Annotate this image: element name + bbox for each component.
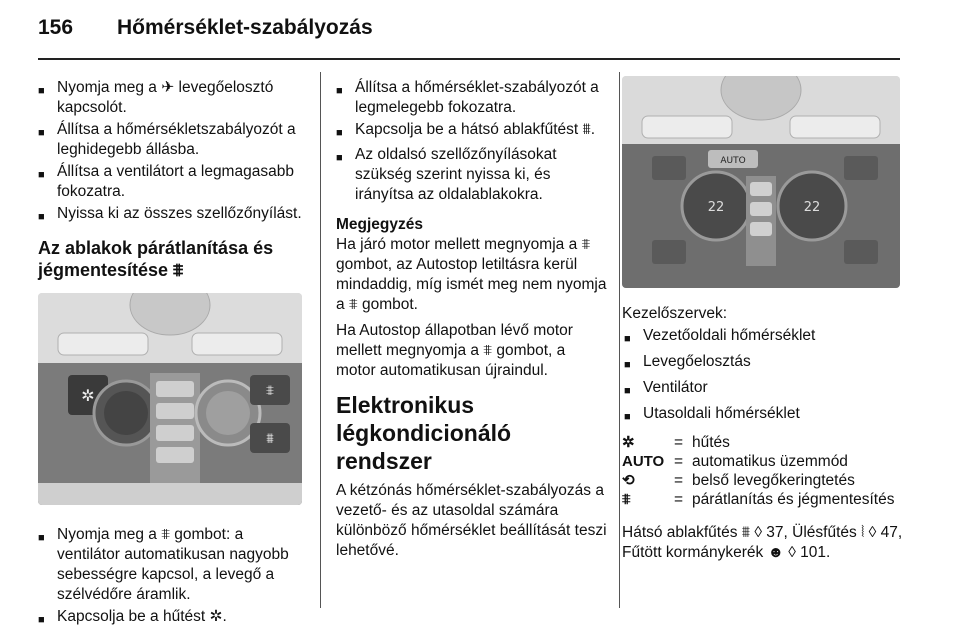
- bullet-list-a: [38, 78, 306, 227]
- defrost-icon: ⩨: [622, 491, 631, 508]
- auto-label: AUTO: [720, 156, 746, 166]
- snowflake-icon: ✲: [622, 434, 635, 451]
- section-text: A kétzónás hőmérséklet-szabályozás a vezető- és az utasoldal számára különböző hőmérséklet beállítását teszi lehetővé.: [336, 482, 607, 559]
- column-1: [38, 78, 306, 632]
- header-rule: [38, 58, 900, 60]
- passenger-temp-value: 22: [803, 200, 821, 215]
- column-2: [336, 78, 608, 567]
- bullet-list-c: [336, 78, 608, 205]
- column-3: [622, 76, 908, 569]
- list-item: ■ Állítsa a hőmérsékletszabályozót a leghidegebb állásba.: [38, 121, 296, 158]
- climate-panel-photo-1: [38, 293, 302, 505]
- recirculation-icon: ⟲: [622, 472, 635, 489]
- column-divider-1: [320, 72, 321, 608]
- list-item: ■ Az oldalsó szellőzőnyílásokat szükség szerint nyissa ki, és irányítsa az oldalablakokra.: [336, 146, 557, 203]
- list-item: ■ Utasoldali hőmérséklet: [624, 405, 800, 423]
- list-item: ■ Nyissa ki az összes szellőzőnyílást.: [38, 205, 302, 223]
- controls-list: [622, 326, 908, 427]
- column-divider-2: [619, 72, 620, 608]
- note-paragraph-2: Ha Autostop állapotban lévő motor mellett megnyomja a ⩨ gombot, a motor automatikusan újraindul.: [336, 322, 573, 379]
- list-item: ■ Állítsa a hőmérséklet-szabályozót a legmelegebb fokozatra.: [336, 79, 599, 116]
- page-title: Hőmérséklet-szabályozás: [117, 16, 373, 39]
- list-item: ■ Kapcsolja be a hátsó ablakfűtést ⩩.: [336, 121, 596, 139]
- list-item: ■ Kapcsolja be a hűtést ✲.: [38, 608, 227, 626]
- list-item: ■ Nyomja meg a ⩨ gombot: a ventilátor automatikusan nagyobb sebességre kapcsol, a levegő a szélvédőre áramlik.: [38, 526, 289, 603]
- section-heading: Az ablakok párátlanítása és jégmentesítése ⩨: [38, 238, 274, 280]
- note-heading: Megjegyzés: [336, 216, 424, 233]
- snowflake-icon: ✲: [81, 386, 95, 405]
- note-paragraph-1: Ha járó motor mellett megnyomja a ⩨ gombot, az Autostop letiltásra kerül mindaddig, míg ismét meg nem nyomja a ⩨ gombot.: [336, 236, 607, 313]
- rear-window-heat-icon: ⩩: [266, 431, 274, 447]
- controls-heading: Kezelőszervek:: [622, 305, 728, 322]
- list-item: ■ Állítsa a ventilátort a legmagasabb fokozatra.: [38, 163, 294, 200]
- auto-icon: AUTO: [622, 453, 665, 470]
- section-title: Elektronikus légkondicionáló rendszer: [336, 392, 512, 474]
- driver-temp-value: 22: [707, 200, 725, 215]
- footer-reference-text: Hátsó ablakfűtés ⩩ ◊ 37, Ülésfűtés ⦚ ◊ 47, Fűtött kormánykerék ☻ ◊ 101.: [622, 524, 903, 561]
- list-item: ■ Nyomja meg a ✈ levegőelosztó kapcsolót.: [38, 79, 274, 116]
- bullet-list-b: [38, 525, 306, 630]
- climate-panel-photo-2: [622, 76, 900, 288]
- page-number: 156: [38, 16, 74, 39]
- list-item: ■ Ventilátor: [624, 379, 708, 397]
- list-item: ■ Levegőelosztás: [624, 353, 751, 371]
- ecc-panel-image: [622, 76, 900, 288]
- list-item: ■ Vezetőoldali hőmérséklet: [624, 327, 816, 345]
- climate-panel-image: [38, 293, 302, 505]
- defrost-icon: ⩨: [266, 383, 274, 399]
- symbol-legend: ✲ = hűtés AUTO = automatikus üzemmód ⟲ = belső levegőkeringtetés ⩨ = párátlanítás és jégmentesítés: [622, 434, 895, 508]
